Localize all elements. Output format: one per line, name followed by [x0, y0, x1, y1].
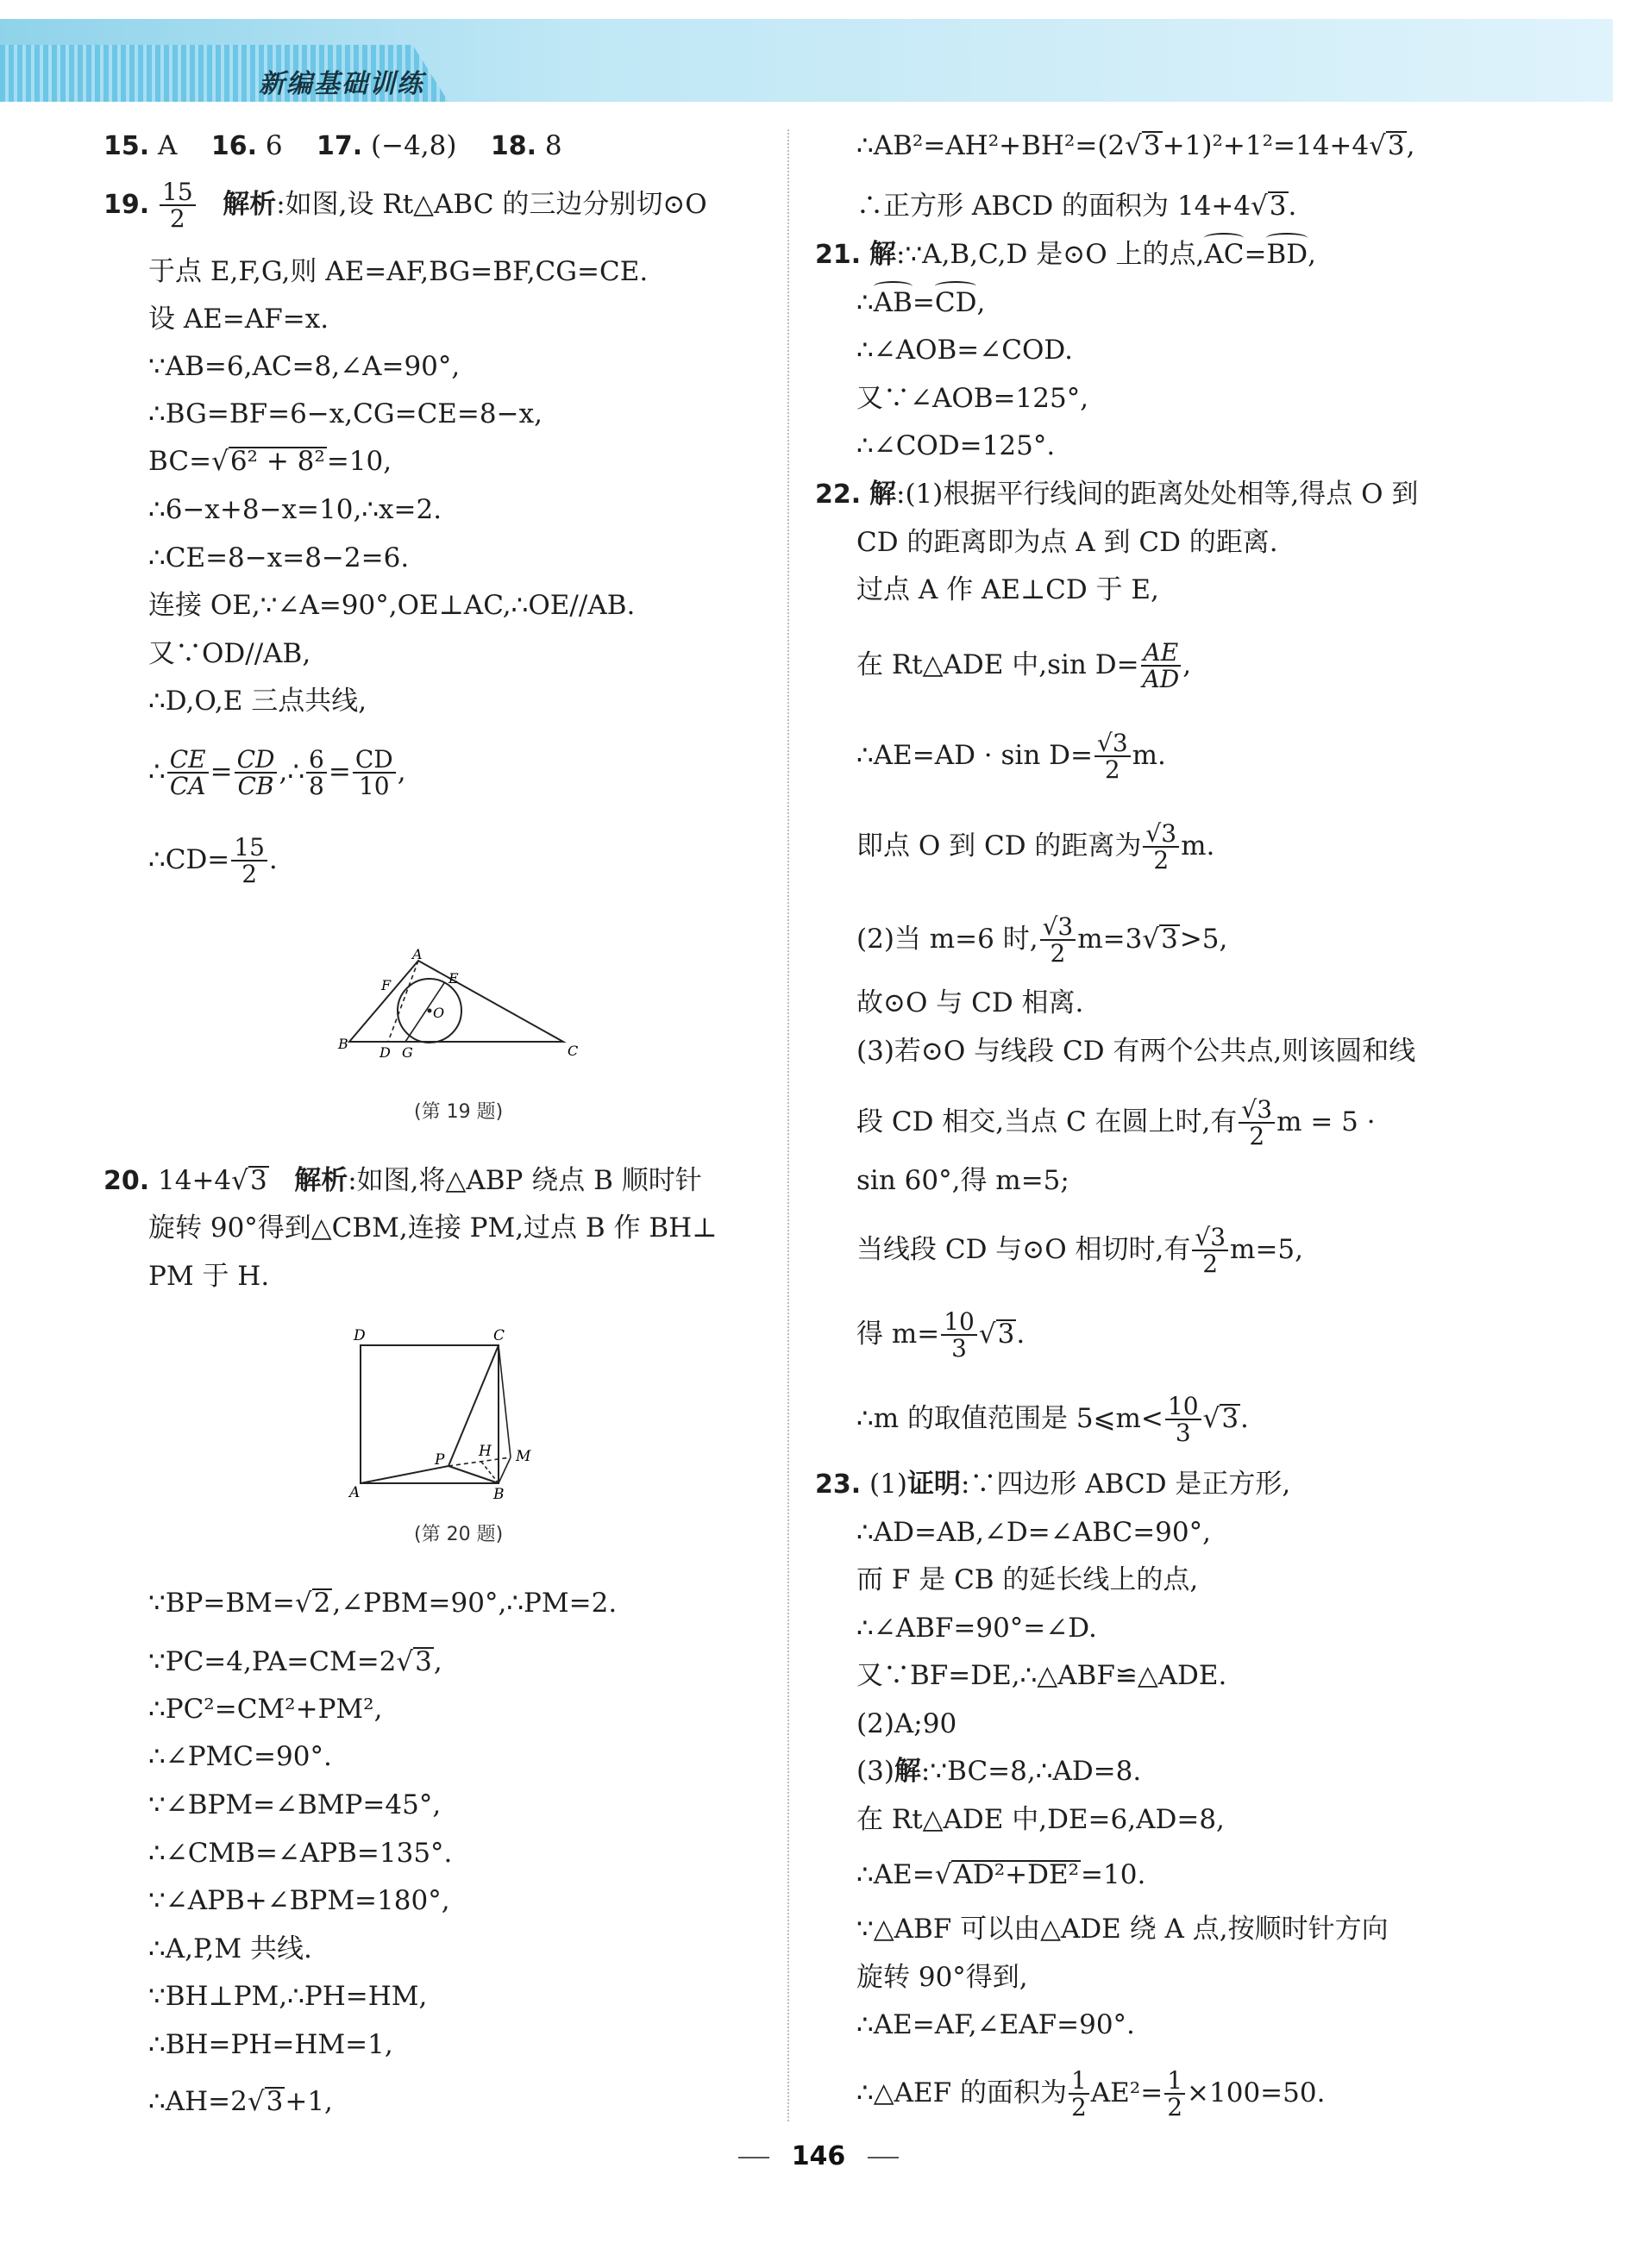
answers-15-18: 15. A 16. 6 17. (−4,8) 18. 8	[103, 130, 562, 161]
fig19-label-F: F	[381, 977, 392, 993]
q21-line: ∴∠COD=125°.	[856, 430, 1056, 461]
q20-line: ∵PC=4,PA=CM=2√3,	[148, 1646, 442, 1677]
q22-line: 故⊙O 与 CD 相离.	[856, 987, 1084, 1018]
column-divider	[787, 129, 789, 2121]
fig19-label-A: A	[412, 949, 423, 962]
q19-line: ∴6−x+8−x=10,∴x=2.	[148, 494, 442, 525]
q23-line: 旋转 90°得到,	[856, 1962, 1028, 1993]
fig20-label-D: D	[354, 1327, 366, 1344]
q21-line: 又∵∠AOB=125°,	[856, 383, 1089, 414]
q22-line: ∴AE=AD · sin D= $\frac{√3}{2}$ m.	[856, 729, 1166, 785]
fig19-label-O: O	[433, 1005, 445, 1021]
q23-line: ∴△AEF 的面积为 $\frac{1}{2}$ AE²= $\frac{1}{2}$ ×100=50.	[856, 2066, 1326, 2122]
q20-line: ∵∠BPM=∠BMP=45°,	[148, 1789, 442, 1820]
q23-line: ∴AE=AF,∠EAF=90°.	[856, 2009, 1135, 2040]
q20-line: ∵BH⊥PM,∴PH=HM,	[148, 1981, 428, 2012]
q21-line: ∴∠AOB=∠COD.	[856, 335, 1073, 366]
q23-line: 在 Rt△ADE 中,DE=6,AD=8,	[856, 1804, 1225, 1835]
q20-line: ∵∠APB+∠BPM=180°,	[148, 1885, 450, 1916]
q23-header: 23. (1)证明:∵四边形 ABCD 是正方形,	[815, 1469, 1291, 1500]
q22-line: sin 60°,得 m=5;	[856, 1165, 1069, 1196]
fig20-label-C: C	[493, 1327, 505, 1344]
q19-line: ∴ $\frac{CE}{CA}$ = $\frac{CD}{CB}$ ,∴ $\frac{6}{8}$ = $\frac{CD}{10}$ ,	[148, 745, 406, 801]
q19-line: 连接 OE,∵∠A=90°,OE⊥AC,∴OE//AB.	[148, 590, 636, 621]
fig19-label-D: D	[379, 1044, 391, 1061]
q23-line: ∴∠ABF=90°=∠D.	[856, 1613, 1097, 1644]
q20-continued: ∴AB²=AH²+BH²=(2√3+1)²+1²=14+4√3,	[856, 130, 1415, 161]
figure-20	[345, 1326, 552, 1499]
q23-line: (2)A;90	[856, 1708, 957, 1739]
q19-line: ∴BG=BF=6−x,CG=CE=8−x,	[148, 398, 543, 429]
q21-header: 21. 解:∵A,B,C,D 是⊙O 上的点,AC=BD,	[815, 239, 1316, 270]
q22-line: (3)若⊙O 与线段 CD 有两个公共点,则该圆和线	[856, 1036, 1416, 1067]
q19-line: 于点 E,F,G,则 AE=AF,BG=BF,CG=CE.	[148, 256, 649, 287]
q23-line: 又∵BF=DE,∴△ABF≌△ADE.	[856, 1660, 1227, 1691]
q20-line: ∴∠CMB=∠APB=135°.	[148, 1838, 453, 1869]
page-number: 146	[0, 2141, 1637, 2171]
q20-line: 旋转 90°得到△CBM,连接 PM,过点 B 作 BH⊥	[148, 1212, 718, 1244]
fig19-label-E: E	[448, 970, 459, 987]
q19-line: BC=√6² + 8²=10,	[148, 446, 392, 477]
q22-line: CD 的距离即为点 A 到 CD 的距离.	[856, 527, 1278, 558]
q20-line: ∴PC²=CM²+PM²,	[148, 1694, 383, 1725]
q20-header: 20. 14+4√3 解析:如图,将△ABP 绕点 B 顺时针	[103, 1165, 702, 1196]
q22-line: 当线段 CD 与⊙O 相切时,有 $\frac{√3}{2}$ m=5,	[856, 1223, 1303, 1279]
q23-line: (3)解:∵BC=8,∴AD=8.	[856, 1756, 1142, 1787]
fig19-label-C: C	[568, 1043, 579, 1059]
fig20-label-M: M	[516, 1448, 531, 1465]
fig20-label-H: H	[479, 1443, 492, 1460]
figure-19-caption: (第 19 题)	[414, 1101, 504, 1123]
q19-line: 又∵OD//AB,	[148, 638, 311, 669]
q19-line: ∵AB=6,AC=8,∠A=90°,	[148, 351, 461, 382]
figure-20-caption: (第 20 题)	[414, 1524, 504, 1545]
q23-line: ∵△ABF 可以由△ADE 绕 A 点,按顺时针方向	[856, 1914, 1389, 1945]
header-title: 新编基础训练	[259, 69, 424, 99]
fig20-label-P: P	[435, 1451, 445, 1469]
fig19-label-B: B	[338, 1036, 348, 1052]
q20-line: PM 于 H.	[148, 1261, 270, 1292]
q19-line: ∴CE=8−x=8−2=6.	[148, 542, 410, 573]
q22-line: 在 Rt△ADE 中,sin D= $\frac{AE}{AD}$ ,	[856, 638, 1192, 694]
fig19-label-G: G	[402, 1044, 413, 1061]
fig20-label-A: A	[349, 1484, 361, 1499]
q20-continued: ∴正方形 ABCD 的面积为 14+4√3.	[856, 191, 1297, 222]
q19-line: ∴CD= $\frac{15}{2}$ .	[148, 833, 278, 889]
q22-line: 得 m= $\frac{10}{3}$ √3.	[856, 1307, 1025, 1363]
q23-line: ∴AE=√AD²+DE²=10.	[856, 1859, 1146, 1890]
q22-line: 即点 O 到 CD 的距离为 $\frac{√3}{2}$ m.	[856, 819, 1215, 875]
q19-header: 19. $\frac{15}{2}$ 解析:如图,设 Rt△ABC 的三边分别切⊙O	[103, 178, 707, 234]
q22-header: 22. 解:(1)根据平行线间的距离处处相等,得点 O 到	[815, 479, 1419, 510]
q23-line: ∴AD=AB,∠D=∠ABC=90°,	[856, 1517, 1211, 1548]
q21-line: ∴AB=CD,	[856, 287, 986, 318]
q20-line: ∴∠PMC=90°.	[148, 1741, 332, 1772]
q19-line: ∴D,O,E 三点共线,	[148, 686, 367, 717]
q19-line: 设 AE=AF=x.	[148, 304, 329, 335]
figure-19	[336, 949, 595, 1061]
q22-line: ∴m 的取值范围是 5⩽m< $\frac{10}{3}$ √3.	[856, 1392, 1249, 1448]
q20-line: ∴BH=PH=HM=1,	[148, 2029, 393, 2060]
q22-line: 段 CD 相交,当点 C 在圆上时,有 $\frac{√3}{2}$ m = 5 ·	[856, 1095, 1376, 1151]
fig20-label-B: B	[493, 1486, 505, 1499]
q20-line: ∵BP=BM=√2,∠PBM=90°,∴PM=2.	[148, 1588, 618, 1619]
q20-line: ∴A,P,M 共线.	[148, 1933, 312, 1964]
q22-line: 过点 A 作 AE⊥CD 于 E,	[856, 574, 1159, 605]
q23-line: 而 F 是 CB 的延长线上的点,	[856, 1564, 1199, 1595]
q20-line: ∴AH=2√3+1,	[148, 2086, 333, 2117]
q22-line: (2)当 m=6 时, $\frac{√3}{2}$ m=3√3>5,	[856, 912, 1228, 968]
